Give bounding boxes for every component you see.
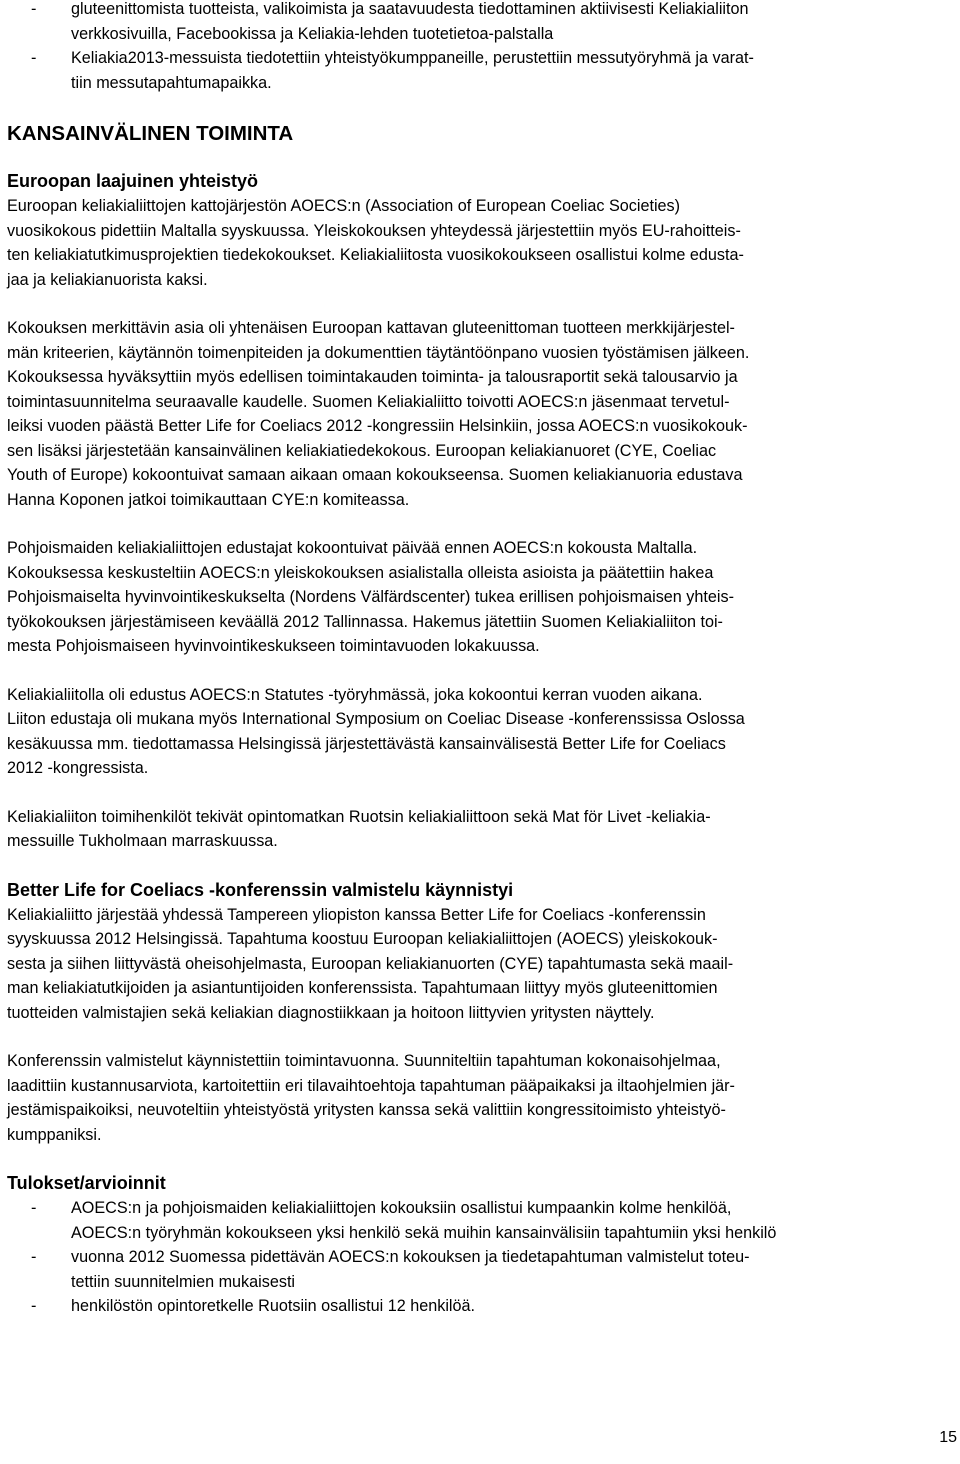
text-line: tiin messutapahtumapaikka.: [71, 73, 272, 92]
paragraph: [7, 316, 955, 512]
paragraph: [7, 1049, 955, 1147]
text-line: sen lisäksi järjestetään kansainvälinen keliakiatiedekokous. Euroopan keliakianuoret (CYE, Coeliac: [7, 441, 717, 460]
text-line: tettiin suunnitelmien mukaisesti: [71, 1272, 296, 1291]
text-line: syyskuussa 2012 Helsingissä. Tapahtuma koostuu Euroopan keliakialiittojen (AOECS) yleiskokouk-: [7, 930, 718, 948]
subheading-better-life: Better Life for Coeliacs -konferenssin valmistelu käynnistyi: [7, 879, 514, 900]
text-line: henkilöstön opintoretkelle Ruotsiin osallistui 12 henkilöä.: [71, 1297, 476, 1315]
paragraph: [7, 683, 955, 781]
text-line: ten keliakiatutkimusprojektien tiedekokoukset. Keliakialiitosta vuosikokoukseen osallistui kolme edusta-: [7, 246, 744, 264]
text-line: toimintasuunnitelma seuraavalle kaudelle. Suomen Keliakialiitto toivotti AOECS:n jäsenmaat tervetul-: [7, 392, 730, 411]
text-line: kesäkuussa mm. tiedottamassa Helsingissä järjestettävästä kansainvälisestä Better Life for Coeliacs: [7, 734, 726, 753]
text-line: Kokouksessa hyväksyttiin myös edellisen toimintakauden toiminta- ja talousraportit sekä talousarvio ja: [7, 368, 738, 386]
text-line: Keliakialiitolla oli edustus AOECS:n Statutes -työryhmässä, joka kokoontui kerran vuoden aikana.: [7, 685, 703, 704]
text-line: sesta ja siihen liittyvästä oheisohjelmasta, Euroopan keliakianuorten (CYE) tapahtumasta sekä maail-: [7, 954, 734, 973]
subheading-europe: Euroopan laajuinen yhteistyö: [7, 171, 259, 191]
list-item: [7, 46, 955, 95]
paragraph: [7, 903, 955, 1026]
text-line: AOECS:n työryhmän kokoukseen yksi henkilö sekä muihin kansainvälisiin tapahtumiin yksi henkilö: [71, 1223, 777, 1242]
list-item: [7, 1245, 955, 1294]
text-line: Keliakialiitto järjestää yhdessä Tampereen yliopiston kanssa Better Life for Coeliacs -konferenssin: [7, 905, 706, 924]
text-line: AOECS:n ja pohjoismaiden keliakialiittojen kokouksiin osallistui kumpaankin kolme henkilöä,: [71, 1199, 732, 1217]
text-line: män kriteerien, käytännön toimenpiteiden ja dokumenttien täytäntöönpano vuosien työstämisen jälkeen.: [7, 343, 750, 362]
text-line: työkokouksen järjestämiseen keväällä 2012 Tallinnassa. Hakemus jätettiin Suomen Keliakialiiton toi-: [7, 612, 723, 631]
list-item: [7, 0, 955, 46]
section-title: KANSAINVÄLINEN TOIMINTA: [7, 122, 294, 145]
list-item: [7, 1294, 955, 1319]
text-line: Euroopan keliakialiittojen kattojärjestön AOECS:n (Association of European Coeliac Societies): [7, 197, 681, 215]
results-list: [7, 1196, 955, 1319]
list-bullet: -: [31, 1248, 37, 1266]
text-line: Pohjoismaiden keliakialiittojen edustajat kokoontuivat päivää ennen AOECS:n kokousta Maltalla.: [7, 539, 698, 557]
text-line: Keliakialiiton toimihenkilöt tekivät opintomatkan Ruotsin keliakialiittoon sekä Mat för Livet -keliakia-: [7, 807, 711, 826]
paragraph: [7, 805, 955, 854]
text-line: vuosikokous pidettiin Maltalla syyskuussa. Yleiskokouksen yhteydessä järjestettiin myös EU-rahoitteis-: [7, 221, 741, 240]
text-line: man keliakiatutkijoiden ja asiantuntijoiden konferenssista. Tapahtumaan liittyy myös gluteenittomien: [7, 979, 718, 997]
list-bullet: -: [31, 1199, 37, 1217]
text-line: jestämispaikoiksi, neuvoteltiin yhteistyöstä yritysten kanssa sekä valittiin kongressitoimisto yhteistyö-: [7, 1101, 726, 1119]
text-line: Kokouksen merkittävin asia oli yhtenäisen Euroopan kattavan gluteenittoman tuotteen merkkijärjestel-: [7, 319, 735, 337]
text-line: Kokouksessa keskusteltiin AOECS:n yleiskokouksen asialistalla olleista asioista ja päätettiin hakea: [7, 563, 714, 582]
text-line: Pohjoismaiselta hyvinvointikeskukselta (Nordens Välfärdscenter) tukea erillisen pohjoismaisen yhteis-: [7, 588, 734, 606]
page-number: 15: [939, 1429, 957, 1446]
text-line: tuotteiden valmistajien sekä keliakian diagnostiikkaan ja hoitoon liittyvien yritysten näyttely.: [7, 1003, 655, 1022]
list-bullet: -: [31, 49, 37, 67]
text-line: Youth of Europe) kokoontuivat samaan aikaan omaan kokoukseensa. Suomen keliakianuoria edustava: [7, 466, 743, 484]
text-line: 2012 -kongressista.: [7, 759, 149, 777]
text-line: Hanna Koponen jatkoi toimikauttaan CYE:n komiteassa.: [7, 490, 410, 509]
text-line: messuille Tukholmaan marraskuussa.: [7, 832, 278, 850]
text-line: verkkosivuilla, Facebookissa ja Keliakia-lehden tuotetietoa-palstalla: [71, 24, 554, 43]
subheading-results: Tulokset/arvioinnit: [7, 1173, 166, 1193]
list-item: [7, 1196, 955, 1245]
paragraph: [7, 194, 955, 292]
text-line: Konferenssin valmistelut käynnistettiin toimintavuonna. Suunniteltiin tapahtuman kokonaisohjelmaa,: [7, 1052, 721, 1070]
intro-list: [7, 0, 955, 95]
text-line: kumppaniksi.: [7, 1125, 102, 1144]
text-line: Liiton edustaja oli mukana myös International Symposium on Coeliac Disease -konferenssissa Oslossa: [7, 710, 745, 728]
document-page: [7, 0, 955, 1319]
text-line: mesta Pohjoismaiseen hyvinvointikeskukseen toimintavuoden lokakuussa.: [7, 637, 540, 655]
text-line: gluteenittomista tuotteista, valikoimista ja saatavuudesta tiedottaminen aktiivisesti Keliakialiiton: [71, 0, 749, 18]
list-bullet: -: [31, 0, 37, 18]
text-line: leiksi vuoden päästä Better Life for Coeliacs 2012 -kongressiin Helsinkiin, jossa AOECS:n vuosikokouk-: [7, 417, 748, 435]
text-line: laadittiin kustannusarviota, kartoitettiin eri tilavaihtoehtoja tapahtuman pääpaikaksi ja iltaohjelmien jär-: [7, 1076, 735, 1095]
text-line: vuonna 2012 Suomessa pidettävän AOECS:n kokouksen ja tiedetapahtuman valmistelut toteu-: [71, 1248, 750, 1266]
paragraph: [7, 536, 955, 659]
text-line: Keliakia2013-messuista tiedotettiin yhteistyökumppaneille, perustettiin messutyöryhmä ja varat-: [71, 49, 754, 67]
text-line: jaa ja keliakianuorista kaksi.: [7, 270, 208, 289]
list-bullet: -: [31, 1297, 37, 1315]
